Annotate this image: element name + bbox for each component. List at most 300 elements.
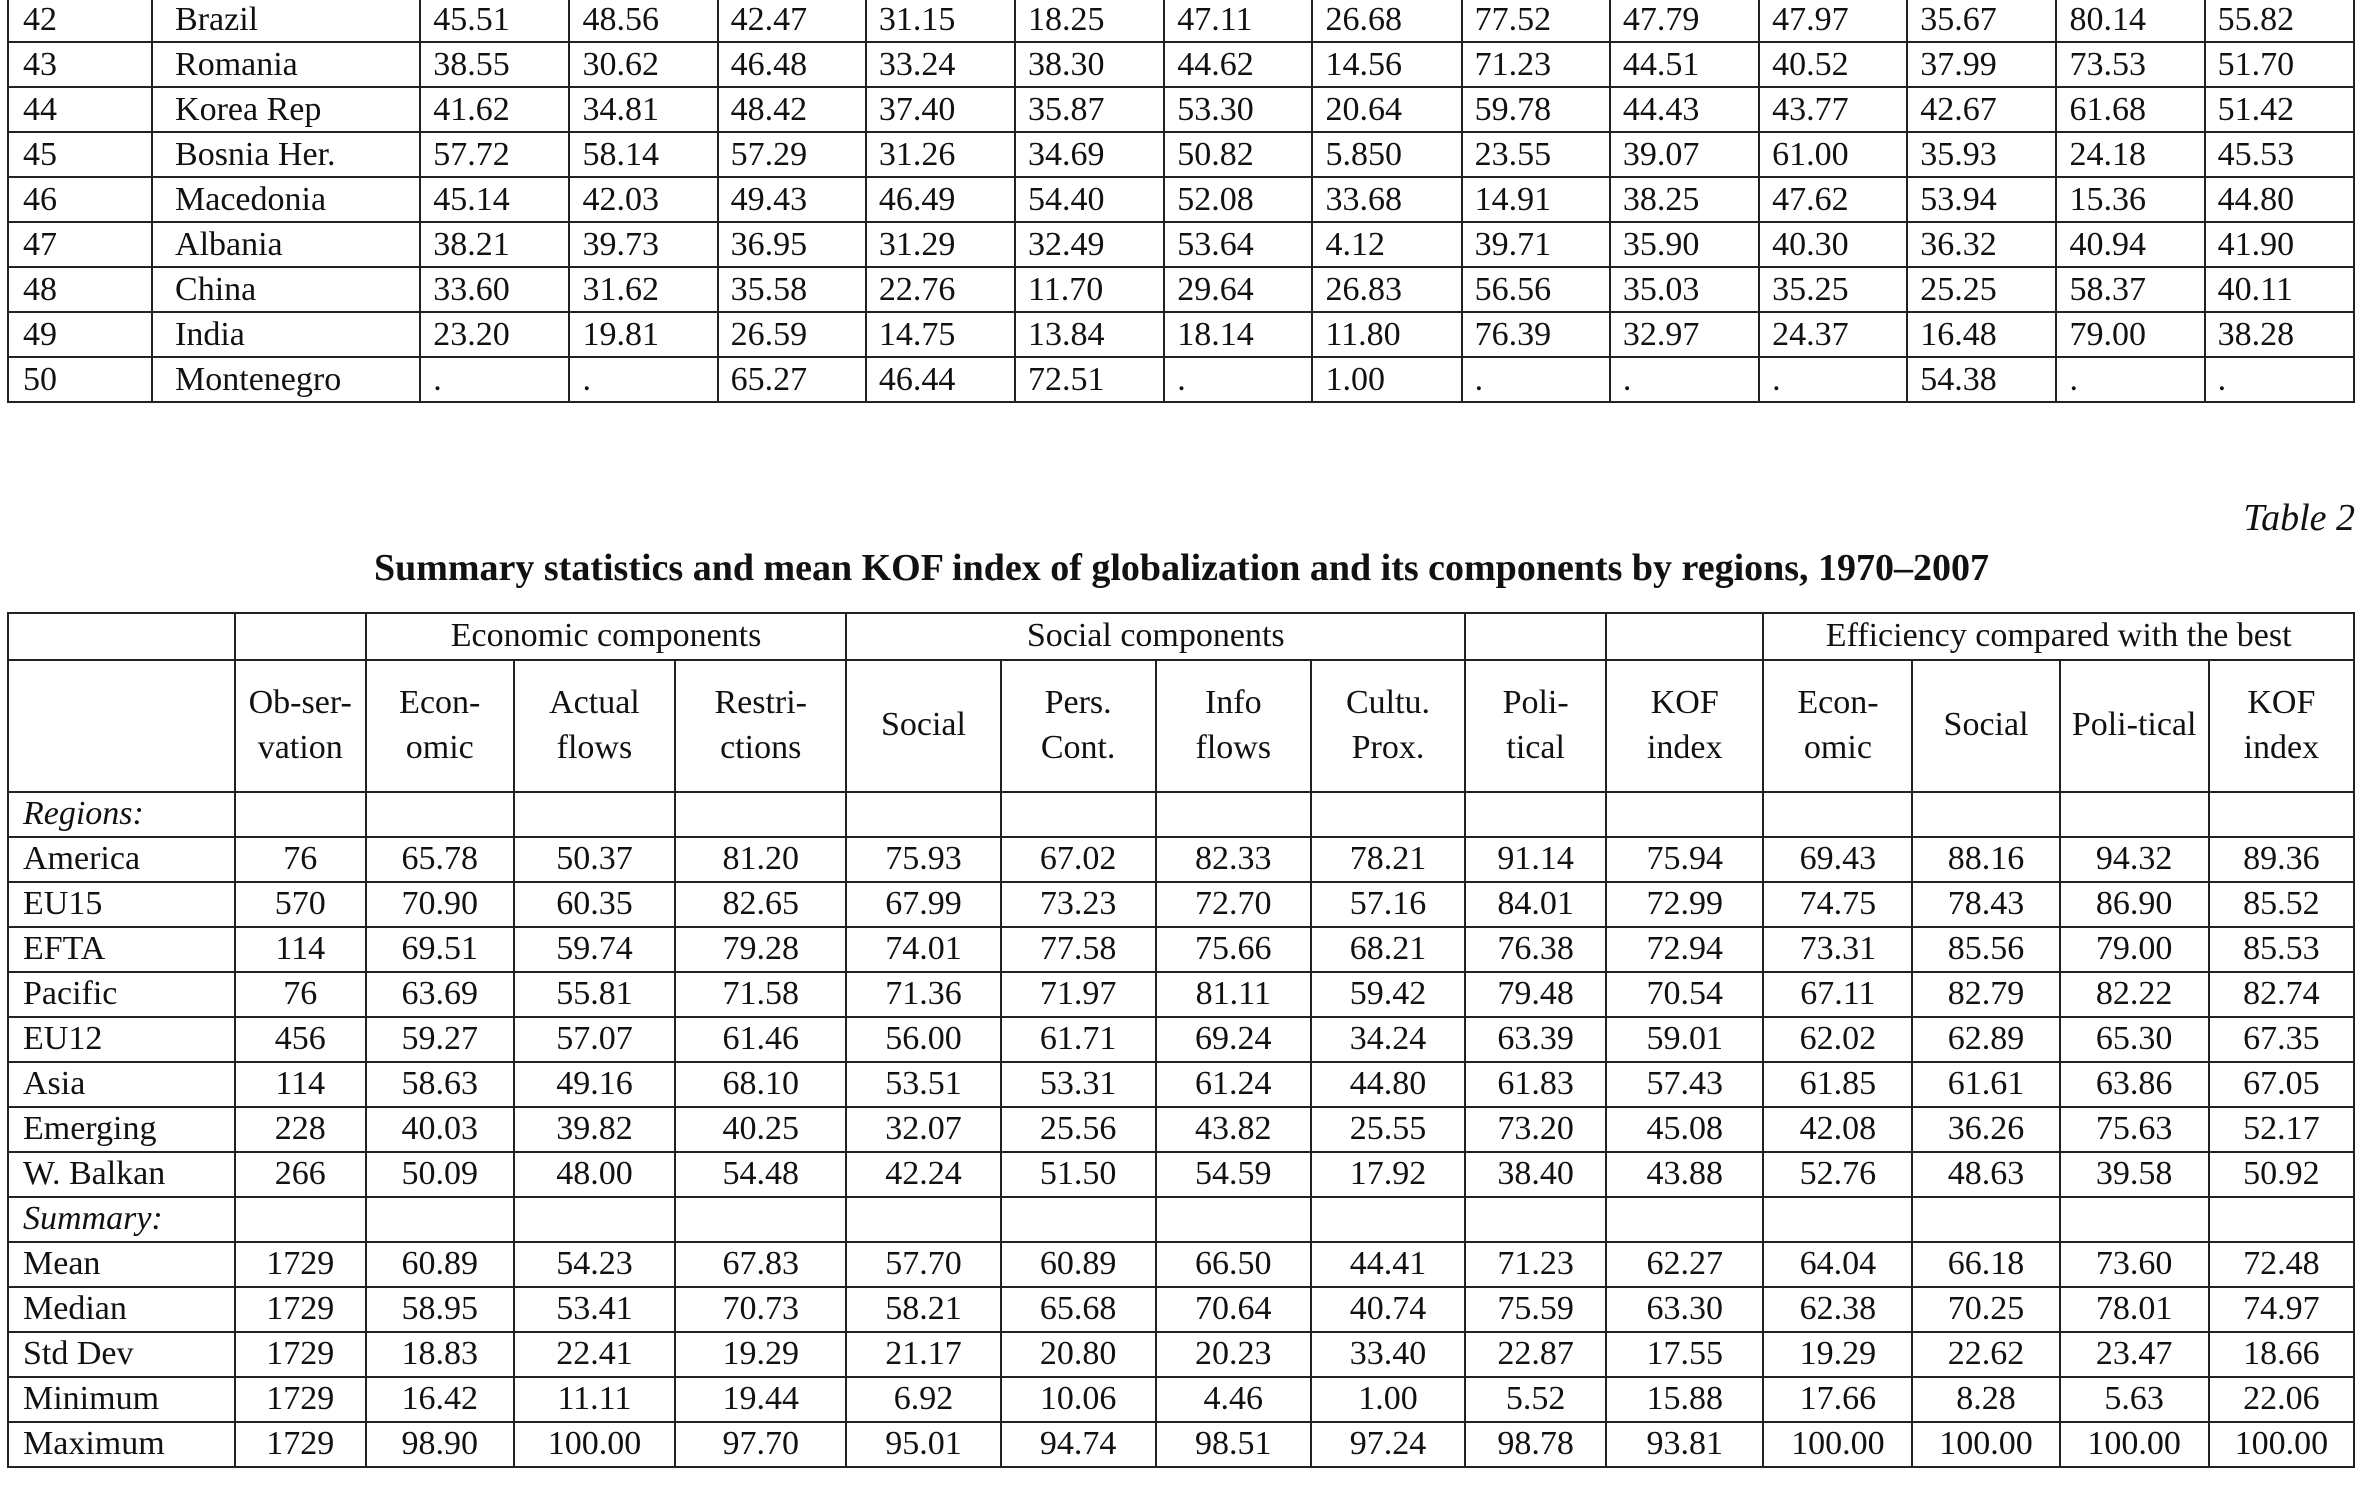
value-cell: 86.90 (2060, 882, 2209, 927)
value-cell: 100.00 (2060, 1422, 2209, 1467)
value-cell: 50.09 (366, 1152, 514, 1197)
value-cell: 59.78 (1462, 87, 1610, 132)
value-cell: 98.90 (366, 1422, 514, 1467)
value-cell: 73.53 (2056, 42, 2204, 87)
table-row (8, 882, 2354, 927)
value-cell: 42.47 (718, 0, 866, 42)
value-cell: 8.28 (1912, 1377, 2059, 1422)
column-header: Econ-omic (1763, 660, 1912, 792)
value-cell: 19.29 (675, 1332, 846, 1377)
value-cell: 47.79 (1610, 0, 1759, 42)
value-cell: 20.23 (1156, 1332, 1311, 1377)
value-cell: 39.82 (514, 1107, 675, 1152)
value-cell: 78.01 (2060, 1287, 2209, 1332)
empty-cell (235, 792, 366, 837)
value-cell: 45.14 (420, 177, 569, 222)
value-cell: 25.55 (1311, 1107, 1465, 1152)
value-cell: 456 (235, 1017, 366, 1062)
value-cell: 40.94 (2056, 222, 2204, 267)
country-cell: Brazil (152, 0, 420, 42)
value-cell: 58.63 (366, 1062, 514, 1107)
table-row (8, 132, 2354, 177)
value-cell: 63.86 (2060, 1062, 2209, 1107)
value-cell: 66.18 (1912, 1242, 2059, 1287)
table-row (8, 312, 2354, 357)
value-cell: 26.59 (718, 312, 866, 357)
country-cell: Montenegro (152, 357, 420, 402)
value-cell: 37.40 (866, 87, 1015, 132)
value-cell: 41.62 (420, 87, 569, 132)
value-cell: 57.16 (1311, 882, 1465, 927)
table-row (8, 1422, 2354, 1467)
column-header: Ob-ser-vation (235, 660, 366, 792)
value-cell: 54.40 (1015, 177, 1164, 222)
value-cell: 6.92 (846, 1377, 1000, 1422)
value-cell: 48.56 (569, 0, 717, 42)
value-cell: 55.82 (2205, 0, 2354, 42)
value-cell: 57.72 (420, 132, 569, 177)
value-cell: 23.20 (420, 312, 569, 357)
value-cell: 11.70 (1015, 267, 1164, 312)
table-row (8, 42, 2354, 87)
value-cell: 74.97 (2209, 1287, 2354, 1332)
value-cell: 94.32 (2060, 837, 2209, 882)
value-cell: 42.08 (1763, 1107, 1912, 1152)
value-cell: 32.07 (846, 1107, 1000, 1152)
row-label: Std Dev (8, 1332, 235, 1377)
value-cell: 73.23 (1001, 882, 1156, 927)
value-cell: 38.21 (420, 222, 569, 267)
row-label: Maximum (8, 1422, 235, 1467)
value-cell: 14.91 (1462, 177, 1610, 222)
value-cell: 58.37 (2056, 267, 2204, 312)
value-cell: 44.80 (2205, 177, 2354, 222)
value-cell: 35.90 (1610, 222, 1759, 267)
value-cell: 31.26 (866, 132, 1015, 177)
value-cell: 5.52 (1465, 1377, 1606, 1422)
value-cell: 18.83 (366, 1332, 514, 1377)
value-cell: 43.82 (1156, 1107, 1311, 1152)
value-cell: 47.97 (1759, 0, 1907, 42)
value-cell: 79.00 (2060, 927, 2209, 972)
country-cell: Korea Rep (152, 87, 420, 132)
value-cell: 40.03 (366, 1107, 514, 1152)
value-cell: 73.31 (1763, 927, 1912, 972)
column-header: Social (1912, 660, 2059, 792)
rank-cell: 50 (8, 357, 152, 402)
value-cell: 30.62 (569, 42, 717, 87)
value-cell: 67.99 (846, 882, 1000, 927)
rank-cell: 47 (8, 222, 152, 267)
table-row (8, 87, 2354, 132)
value-cell: 52.08 (1164, 177, 1312, 222)
value-cell: 85.52 (2209, 882, 2354, 927)
value-cell: 266 (235, 1152, 366, 1197)
value-cell: . (420, 357, 569, 402)
value-cell: 44.62 (1164, 42, 1312, 87)
row-label: Asia (8, 1062, 235, 1107)
empty-cell (675, 1197, 846, 1242)
social-components-header: Social components (846, 613, 1465, 660)
country-cell: Albania (152, 222, 420, 267)
value-cell: 11.11 (514, 1377, 675, 1422)
value-cell: 65.30 (2060, 1017, 2209, 1062)
value-cell: 57.29 (718, 132, 866, 177)
table-row (8, 1242, 2354, 1287)
value-cell: 54.38 (1907, 357, 2056, 402)
value-cell: 65.68 (1001, 1287, 1156, 1332)
value-cell: 100.00 (514, 1422, 675, 1467)
value-cell: 31.29 (866, 222, 1015, 267)
summary-statistics-table (7, 612, 2355, 1468)
value-cell: 33.68 (1312, 177, 1461, 222)
value-cell: . (1164, 357, 1312, 402)
value-cell: 18.14 (1164, 312, 1312, 357)
table-row (8, 837, 2354, 882)
value-cell: 26.83 (1312, 267, 1461, 312)
row-label: Minimum (8, 1377, 235, 1422)
row-label: Emerging (8, 1107, 235, 1152)
country-cell: Macedonia (152, 177, 420, 222)
value-cell: 26.68 (1312, 0, 1461, 42)
empty-cell (514, 1197, 675, 1242)
value-cell: . (569, 357, 717, 402)
value-cell: 82.65 (675, 882, 846, 927)
row-label: EU12 (8, 1017, 235, 1062)
value-cell: 18.66 (2209, 1332, 2354, 1377)
value-cell: 93.81 (1606, 1422, 1763, 1467)
value-cell: 19.29 (1763, 1332, 1912, 1377)
value-cell: 85.53 (2209, 927, 2354, 972)
value-cell: 95.01 (846, 1422, 1000, 1467)
empty-cell (1763, 1197, 1912, 1242)
value-cell: 78.43 (1912, 882, 2059, 927)
value-cell: 40.25 (675, 1107, 846, 1152)
empty-cell (675, 792, 846, 837)
table-row (8, 1107, 2354, 1152)
value-cell: 68.10 (675, 1062, 846, 1107)
value-cell: 38.28 (2205, 312, 2354, 357)
value-cell: 100.00 (1763, 1422, 1912, 1467)
row-label: America (8, 837, 235, 882)
value-cell: 98.51 (1156, 1422, 1311, 1467)
value-cell: 32.49 (1015, 222, 1164, 267)
value-cell: 78.21 (1311, 837, 1465, 882)
empty-cell (1001, 1197, 1156, 1242)
value-cell: 33.24 (866, 42, 1015, 87)
value-cell: 59.74 (514, 927, 675, 972)
value-cell: 43.77 (1759, 87, 1907, 132)
value-cell: 60.89 (366, 1242, 514, 1287)
value-cell: 62.27 (1606, 1242, 1763, 1287)
value-cell: 61.68 (2056, 87, 2204, 132)
empty-cell (2060, 1197, 2209, 1242)
empty-header-cell (8, 660, 235, 792)
empty-cell (1912, 792, 2059, 837)
value-cell: 49.43 (718, 177, 866, 222)
value-cell: 15.36 (2056, 177, 2204, 222)
value-cell: 72.99 (1606, 882, 1763, 927)
column-header: KOF index (2209, 660, 2354, 792)
empty-cell (1156, 792, 1311, 837)
empty-cell (1912, 1197, 2059, 1242)
value-cell: 23.55 (1462, 132, 1610, 177)
value-cell: 20.80 (1001, 1332, 1156, 1377)
value-cell: 52.76 (1763, 1152, 1912, 1197)
value-cell: 72.51 (1015, 357, 1164, 402)
value-cell: 22.87 (1465, 1332, 1606, 1377)
value-cell: 20.64 (1312, 87, 1461, 132)
empty-cell (1606, 792, 1763, 837)
table-row (8, 927, 2354, 972)
rank-cell: 48 (8, 267, 152, 312)
value-cell: 34.24 (1311, 1017, 1465, 1062)
value-cell: 24.37 (1759, 312, 1907, 357)
value-cell: 82.79 (1912, 972, 2059, 1017)
value-cell: 5.850 (1312, 132, 1461, 177)
value-cell: 22.62 (1912, 1332, 2059, 1377)
column-header: Actual flows (514, 660, 675, 792)
column-header: Social (846, 660, 1000, 792)
empty-header-cell (235, 613, 366, 660)
value-cell: 38.40 (1465, 1152, 1606, 1197)
value-cell: 100.00 (2209, 1422, 2354, 1467)
column-header: Info flows (1156, 660, 1311, 792)
column-header: KOF index (1606, 660, 1763, 792)
country-cell: Bosnia Her. (152, 132, 420, 177)
section-label: Regions: (8, 792, 235, 837)
value-cell: 67.02 (1001, 837, 1156, 882)
value-cell: 61.85 (1763, 1062, 1912, 1107)
value-cell: 22.76 (866, 267, 1015, 312)
value-cell: 61.46 (675, 1017, 846, 1062)
value-cell: 56.00 (846, 1017, 1000, 1062)
value-cell: 69.43 (1763, 837, 1912, 882)
row-label: EFTA (8, 927, 235, 972)
section-row (8, 792, 2354, 837)
table-row (8, 1332, 2354, 1377)
row-label: W. Balkan (8, 1152, 235, 1197)
value-cell: 61.71 (1001, 1017, 1156, 1062)
value-cell: 74.75 (1763, 882, 1912, 927)
empty-header-cell (1465, 613, 1606, 660)
value-cell: 53.94 (1907, 177, 2056, 222)
value-cell: 21.17 (846, 1332, 1000, 1377)
value-cell: 75.66 (1156, 927, 1311, 972)
empty-cell (846, 1197, 1000, 1242)
country-cell: India (152, 312, 420, 357)
value-cell: 53.30 (1164, 87, 1312, 132)
country-cell: Romania (152, 42, 420, 87)
value-cell: 61.00 (1759, 132, 1907, 177)
empty-cell (366, 1197, 514, 1242)
value-cell: 60.89 (1001, 1242, 1156, 1287)
value-cell: 11.80 (1312, 312, 1461, 357)
value-cell: 85.56 (1912, 927, 2059, 972)
column-header: Poli-tical (1465, 660, 1606, 792)
value-cell: 91.14 (1465, 837, 1606, 882)
value-cell: 39.73 (569, 222, 717, 267)
value-cell: 59.42 (1311, 972, 1465, 1017)
value-cell: 13.84 (1015, 312, 1164, 357)
value-cell: 45.53 (2205, 132, 2354, 177)
value-cell: 97.70 (675, 1422, 846, 1467)
value-cell: 65.78 (366, 837, 514, 882)
table-title: Summary statistics and mean KOF index of globalization and its components by regions, 1970–2007 (373, 547, 1990, 589)
table-row (8, 177, 2354, 222)
value-cell: . (1462, 357, 1610, 402)
value-cell: . (1759, 357, 1907, 402)
value-cell: 22.41 (514, 1332, 675, 1377)
table-row (8, 0, 2354, 42)
empty-cell (1465, 1197, 1606, 1242)
value-cell: 75.93 (846, 837, 1000, 882)
value-cell: 41.90 (2205, 222, 2354, 267)
value-cell: 40.74 (1311, 1287, 1465, 1332)
value-cell: 88.16 (1912, 837, 2059, 882)
value-cell: 14.56 (1312, 42, 1461, 87)
value-cell: 22.06 (2209, 1377, 2354, 1422)
value-cell: 62.02 (1763, 1017, 1912, 1062)
value-cell: 58.14 (569, 132, 717, 177)
value-cell: 40.52 (1759, 42, 1907, 87)
value-cell: 45.08 (1606, 1107, 1763, 1152)
table-row (8, 1062, 2354, 1107)
empty-cell (235, 1197, 366, 1242)
country-ranking-table (7, 0, 2355, 403)
value-cell: 1729 (235, 1287, 366, 1332)
value-cell: 71.36 (846, 972, 1000, 1017)
empty-header-cell (1606, 613, 1763, 660)
value-cell: 51.50 (1001, 1152, 1156, 1197)
empty-cell (366, 792, 514, 837)
value-cell: 38.55 (420, 42, 569, 87)
value-cell: . (2056, 357, 2204, 402)
value-cell: 67.05 (2209, 1062, 2354, 1107)
value-cell: 44.43 (1610, 87, 1759, 132)
value-cell: 66.50 (1156, 1242, 1311, 1287)
value-cell: 33.40 (1311, 1332, 1465, 1377)
value-cell: 63.39 (1465, 1017, 1606, 1062)
value-cell: 82.33 (1156, 837, 1311, 882)
value-cell: 69.51 (366, 927, 514, 972)
value-cell: 65.27 (718, 357, 866, 402)
value-cell: 25.56 (1001, 1107, 1156, 1152)
group-header-row (8, 613, 2354, 660)
value-cell: 73.60 (2060, 1242, 2209, 1287)
value-cell: 44.80 (1311, 1062, 1465, 1107)
value-cell: 35.58 (718, 267, 866, 312)
value-cell: 34.69 (1015, 132, 1164, 177)
value-cell: 57.07 (514, 1017, 675, 1062)
value-cell: 38.25 (1610, 177, 1759, 222)
value-cell: 570 (235, 882, 366, 927)
efficiency-header: Efficiency compared with the best (1763, 613, 2354, 660)
empty-cell (1156, 1197, 1311, 1242)
row-label: Median (8, 1287, 235, 1332)
value-cell: 70.25 (1912, 1287, 2059, 1332)
value-cell: 15.88 (1606, 1377, 1763, 1422)
value-cell: 58.21 (846, 1287, 1000, 1332)
value-cell: 1.00 (1311, 1377, 1465, 1422)
value-cell: 56.56 (1462, 267, 1610, 312)
value-cell: 70.73 (675, 1287, 846, 1332)
value-cell: 42.67 (1907, 87, 2056, 132)
value-cell: 70.54 (1606, 972, 1763, 1017)
value-cell: 45.51 (420, 0, 569, 42)
value-cell: 62.38 (1763, 1287, 1912, 1332)
value-cell: 81.20 (675, 837, 846, 882)
value-cell: 58.95 (366, 1287, 514, 1332)
value-cell: . (1610, 357, 1759, 402)
value-cell: 1729 (235, 1422, 366, 1467)
value-cell: 44.51 (1610, 42, 1759, 87)
value-cell: 46.48 (718, 42, 866, 87)
value-cell: 19.44 (675, 1377, 846, 1422)
value-cell: 17.55 (1606, 1332, 1763, 1377)
empty-cell (2060, 792, 2209, 837)
value-cell: 17.92 (1311, 1152, 1465, 1197)
value-cell: 71.58 (675, 972, 846, 1017)
value-cell: 47.62 (1759, 177, 1907, 222)
value-cell: 76.38 (1465, 927, 1606, 972)
value-cell: 31.62 (569, 267, 717, 312)
value-cell: 54.23 (514, 1242, 675, 1287)
value-cell: 97.24 (1311, 1422, 1465, 1467)
value-cell: 76.39 (1462, 312, 1610, 357)
value-cell: 32.97 (1610, 312, 1759, 357)
row-label: Pacific (8, 972, 235, 1017)
value-cell: 5.63 (2060, 1377, 2209, 1422)
value-cell: 63.69 (366, 972, 514, 1017)
empty-cell (2209, 1197, 2354, 1242)
value-cell: 35.67 (1907, 0, 2056, 42)
table-row (8, 267, 2354, 312)
value-cell: 75.63 (2060, 1107, 2209, 1152)
value-cell: 70.90 (366, 882, 514, 927)
rank-cell: 46 (8, 177, 152, 222)
table-row (8, 972, 2354, 1017)
empty-cell (846, 792, 1000, 837)
empty-header-cell (8, 613, 235, 660)
value-cell: 62.89 (1912, 1017, 2059, 1062)
value-cell: 31.15 (866, 0, 1015, 42)
value-cell: 1729 (235, 1377, 366, 1422)
value-cell: . (2205, 357, 2354, 402)
value-cell: 67.11 (1763, 972, 1912, 1017)
value-cell: 35.93 (1907, 132, 2056, 177)
value-cell: 74.01 (846, 927, 1000, 972)
table-row (8, 1017, 2354, 1062)
economic-components-header: Economic components (366, 613, 847, 660)
table-row (8, 357, 2354, 402)
value-cell: 73.20 (1465, 1107, 1606, 1152)
value-cell: 55.81 (514, 972, 675, 1017)
value-cell: 82.22 (2060, 972, 2209, 1017)
country-cell: China (152, 267, 420, 312)
value-cell: 39.58 (2060, 1152, 2209, 1197)
value-cell: 4.12 (1312, 222, 1461, 267)
value-cell: 71.97 (1001, 972, 1156, 1017)
value-cell: 36.95 (718, 222, 866, 267)
value-cell: 53.31 (1001, 1062, 1156, 1107)
value-cell: 79.00 (2056, 312, 2204, 357)
value-cell: 37.99 (1907, 42, 2056, 87)
value-cell: 39.07 (1610, 132, 1759, 177)
value-cell: 67.83 (675, 1242, 846, 1287)
value-cell: 54.48 (675, 1152, 846, 1197)
value-cell: 75.59 (1465, 1287, 1606, 1332)
